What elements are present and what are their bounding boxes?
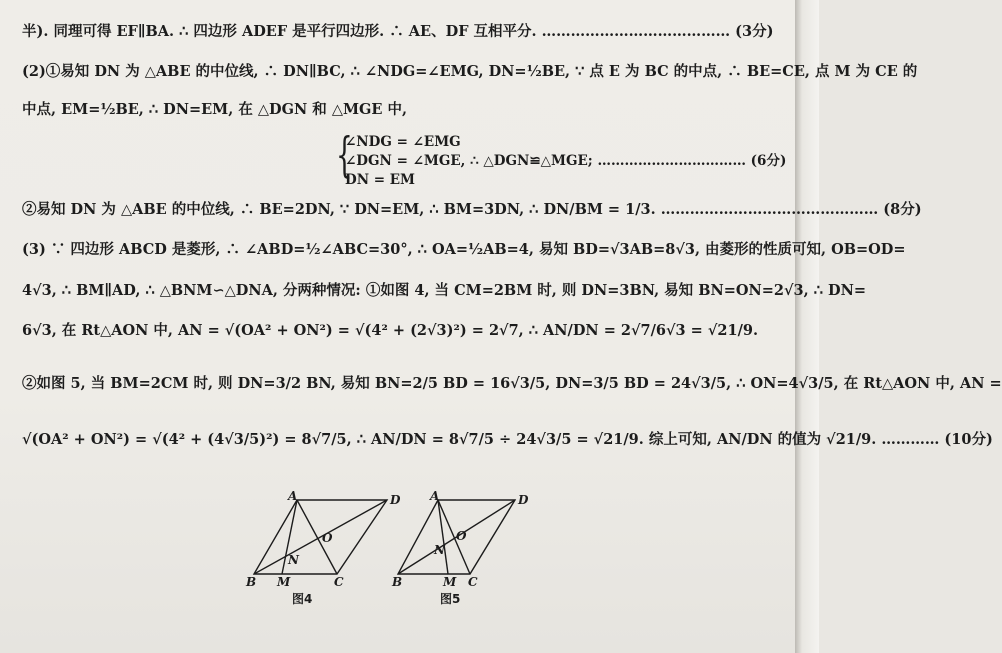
paper-edge (795, 0, 819, 653)
label-d: D (518, 493, 529, 507)
label-m: M (443, 575, 457, 589)
label-o: O (456, 529, 467, 543)
text-line-3: 中点, EM=½BE, ∴ DN=EM, 在 △DGN 和 △MGE 中, (22, 101, 408, 118)
text-line-9: √(OA² + ON²) = √(4² + (4√3/5)²) = 8√7/5, ∴ AN/DN = 8√7/5 ÷ 24√3/5 = √21/9. 综上可知, AN/DN 的值为 √21/9. ………… (10分) (22, 431, 993, 448)
figure-4-diagram (242, 488, 412, 608)
text-line-4: ②易知 DN 为 △ABE 的中位线, ∴ BE=2DN, ∵ DN=EM, ∴ BM=3DN, ∴ DN/BM = 1/3. ……………………………………… (8分) (22, 201, 922, 218)
label-a: A (288, 489, 298, 503)
figure-4 (242, 488, 412, 608)
text-line-7: 6√3, 在 Rt△AON 中, AN = √(OA² + ON²) = √(4² + (2√3)²) = 2√7, ∴ AN/DN = 2√7/6√3 = √21/9. (22, 322, 759, 339)
label-a: A (430, 489, 440, 503)
system-row-2: ∠DGN = ∠MGE, ∴ △DGN≌△MGE; …………………………… (6分) (345, 153, 787, 169)
system-row-1: ∠NDG = ∠EMG (345, 134, 461, 150)
figure-5 (390, 488, 540, 608)
figure-4-caption: 图4 (292, 592, 313, 606)
equation-system (345, 133, 786, 190)
label-c: C (334, 575, 344, 589)
text-line-6: 4√3, ∴ BM∥AD, ∴ △BNM∽△DNA, 分两种情况: ①如图 4, 当 CM=2BM 时, 则 DN=3BN, 易知 BN=ON=2√3, ∴ DN= (22, 282, 866, 299)
label-c: C (468, 575, 478, 589)
label-n: N (434, 543, 445, 557)
text-line-8: ②如图 5, 当 BM=2CM 时, 则 DN=3/2 BN, 易知 BN=2/5 BD = 16√3/5, DN=3/5 BD = 24√3/5, ∴ ON=4√3/5, 在 Rt△AON 中, AN = (22, 375, 1002, 392)
label-n: N (288, 553, 299, 567)
label-d: D (390, 493, 401, 507)
diagonal-bd (254, 500, 387, 574)
system-brace: { (336, 127, 353, 183)
label-b: B (246, 575, 257, 589)
figure-5-diagram (390, 488, 540, 608)
text-line-1: 半). 同理可得 EF∥BA. ∴ 四边形 ADEF 是平行四边形. ∴ AE、DF 互相平分. ………………………………… (3分) (22, 23, 774, 40)
figure-5-caption: 图5 (440, 592, 461, 606)
label-o: O (322, 531, 333, 545)
text-line-2: (2)①易知 DN 为 △ABE 的中位线, ∴ DN∥BC, ∴ ∠NDG=∠EMG, DN=½BE, ∵ 点 E 为 BC 的中点, ∴ BE=CE, 点 M 为 CE 的 (22, 63, 918, 80)
text-line-5: (3) ∵ 四边形 ABCD 是菱形, ∴ ∠ABD=½∠ABC=30°, ∴ OA=½AB=4, 易知 BD=√3AB=8√3, 由菱形的性质可知, OB=OD= (22, 241, 906, 258)
label-b: B (392, 575, 403, 589)
system-row-3: DN = EM (345, 172, 415, 188)
label-m: M (277, 575, 291, 589)
